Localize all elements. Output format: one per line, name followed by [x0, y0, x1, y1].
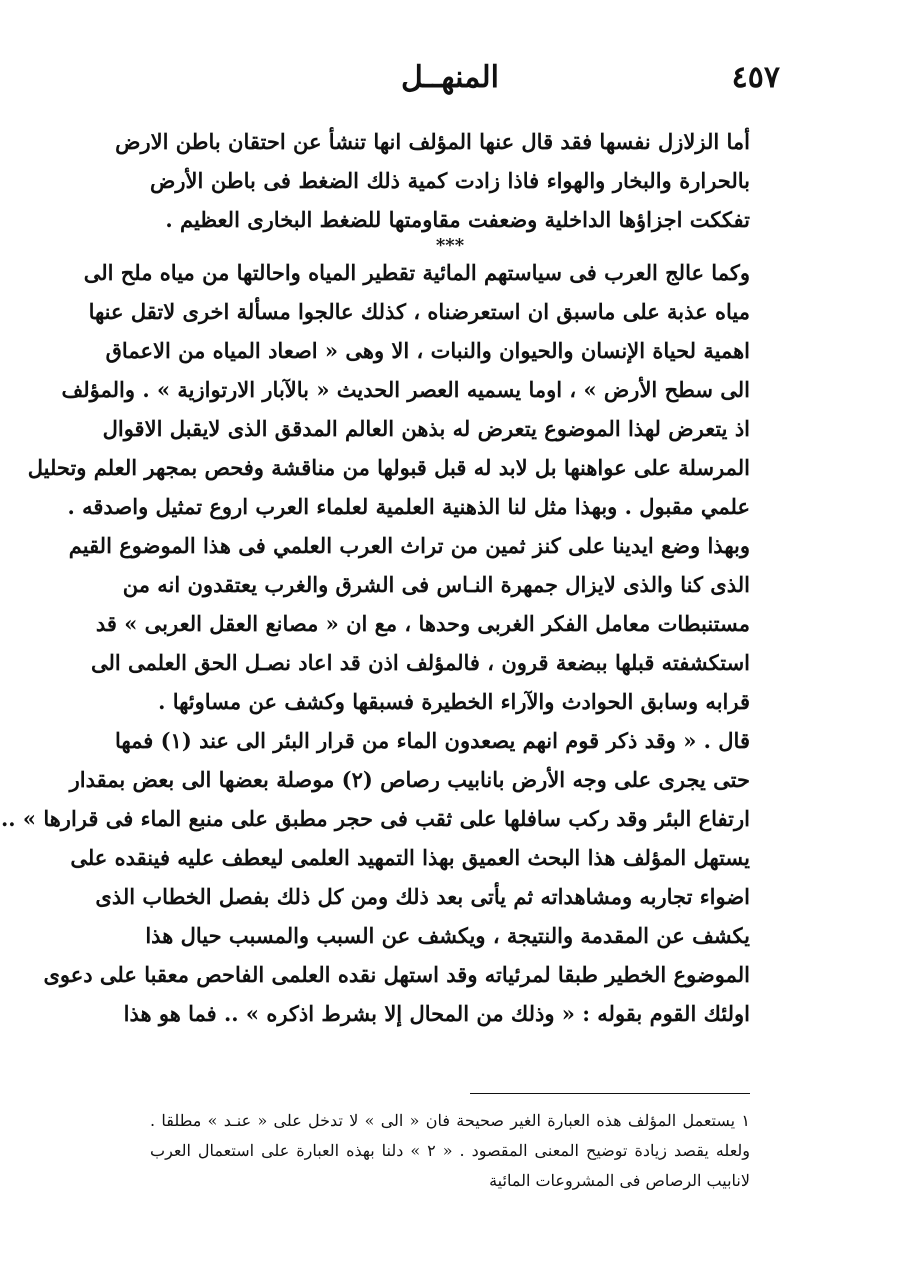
text-line: وبهذا وضع ايدينا على كنز ثمين من تراث العرب العلمي فى هذا الموضوع القيم [68, 533, 750, 558]
text-line: علمي مقبول . وبهذا مثل لنا الذهنية العلمية لعلماء العرب اروع تمثيل واصدقه . [67, 494, 750, 519]
footnote-line: ١ يستعمل المؤلف هذه العبارة الغير صحيحة فان « الى » لا تدخل على « عنـد » مطلقا . [150, 1111, 750, 1130]
footnote-line: لانابيب الرصاص فى المشروعات المائية [489, 1171, 750, 1190]
text-line: اذ يتعرض لهذا الموضوع يتعرض له بذهن العالم المدقق الذى لايقبل الاقوال [102, 416, 750, 441]
text-line: اضواء تجاربه ومشاهداته ثم يأتى بعد ذلك ومن كل ذلك بفصل الخطاب الذى [95, 884, 750, 909]
text-line: الذى كنا والذى لايزال جمهرة النـاس فى الشرق والغرب يعتقدون انه من [122, 572, 750, 597]
text-line: تفككت اجزاؤها الداخلية وضعفت مقاومتها للضغط البخارى العظيم . [165, 207, 750, 232]
section-separator: *** [435, 235, 465, 256]
footnote-divider [470, 1093, 750, 1094]
text-line: أما الزلازل نفسها فقد قال عنها المؤلف انها تنشأ عن احتقان باطن الارض [115, 129, 750, 154]
text-line: قرابه وسابق الحوادث والآراء الخطيرة فسبقها وكشف عن مساوئها . [158, 689, 750, 714]
text-line: مستنبطات معامل الفكر الغربى وحدها ، مع ان « مصانع العقل العربى » قد [95, 611, 750, 636]
text-line: يكشف عن المقدمة والنتيجة ، ويكشف عن السبب والمسبب حيال هذا [145, 923, 750, 948]
running-title: المنهــل [401, 60, 499, 95]
text-line: ارتفاع البئر وقد ركب سافلها على ثقب فى حجر مطبق على منبع الماء فى قرارها » .. [0, 806, 750, 831]
footnotes [150, 1106, 750, 1196]
text-line: اولئك القوم بقوله : « وذلك من المحال إلا بشرط اذكره » .. فما هو هذا [123, 1001, 750, 1026]
text-line: المرسلة على عواهنها بل لابد له قبل قبولها من مناقشة وفحص بمجهر العلم وتحليل [27, 455, 750, 480]
body-text [0, 122, 750, 1033]
page-number: ٤٥٧ [731, 60, 780, 95]
text-line: وكما عالج العرب فى سياستهم المائية تقطير المياه واحالتها من مياه ملح الى [83, 260, 750, 285]
text-line: مياه عذبة على ماسبق ان استعرضناه ، كذلك عالجوا مسألة اخرى لاتقل عنها [88, 299, 750, 324]
page-header [150, 60, 780, 100]
text-line: استكشفته قبلها ببضعة قرون ، فالمؤلف اذن قد اعاد نصـل الحق العلمى الى [90, 650, 750, 675]
text-line: الى سطح الأرض » ، اوما يسميه العصر الحديث « بالآبار الارتوازية » . والمؤلف [61, 377, 750, 402]
footnote-line: ولعله يقصد زيادة توضيح المعنى المقصود . « ٢ » دلنا بهذه العبارة على استعمال العرب [150, 1141, 751, 1160]
text-line: اهمية لحياة الإنسان والحيوان والنبات ، الا وهى « اصعاد المياه من الاعماق [105, 338, 750, 363]
text-line: بالحرارة والبخار والهواء فاذا زادت كمية ذلك الضغط فى باطن الأرض [150, 168, 750, 193]
text-line: الموضوع الخطير طبقا لمرئياته وقد استهل نقده العلمى الفاحص معقبا على دعوى [43, 962, 750, 987]
text-line: قال . « وقد ذكر قوم انهم يصعدون الماء من قرار البئر الى عند (١) فمها [115, 728, 750, 753]
text-line: حتى يجرى على وجه الأرض بانابيب رصاص (٢) موصلة بعضها الى بعض بمقدار [69, 767, 750, 792]
text-line: يستهل المؤلف هذا البحث العميق بهذا التمهيد العلمى ليعطف عليه فينقده على [70, 845, 750, 870]
